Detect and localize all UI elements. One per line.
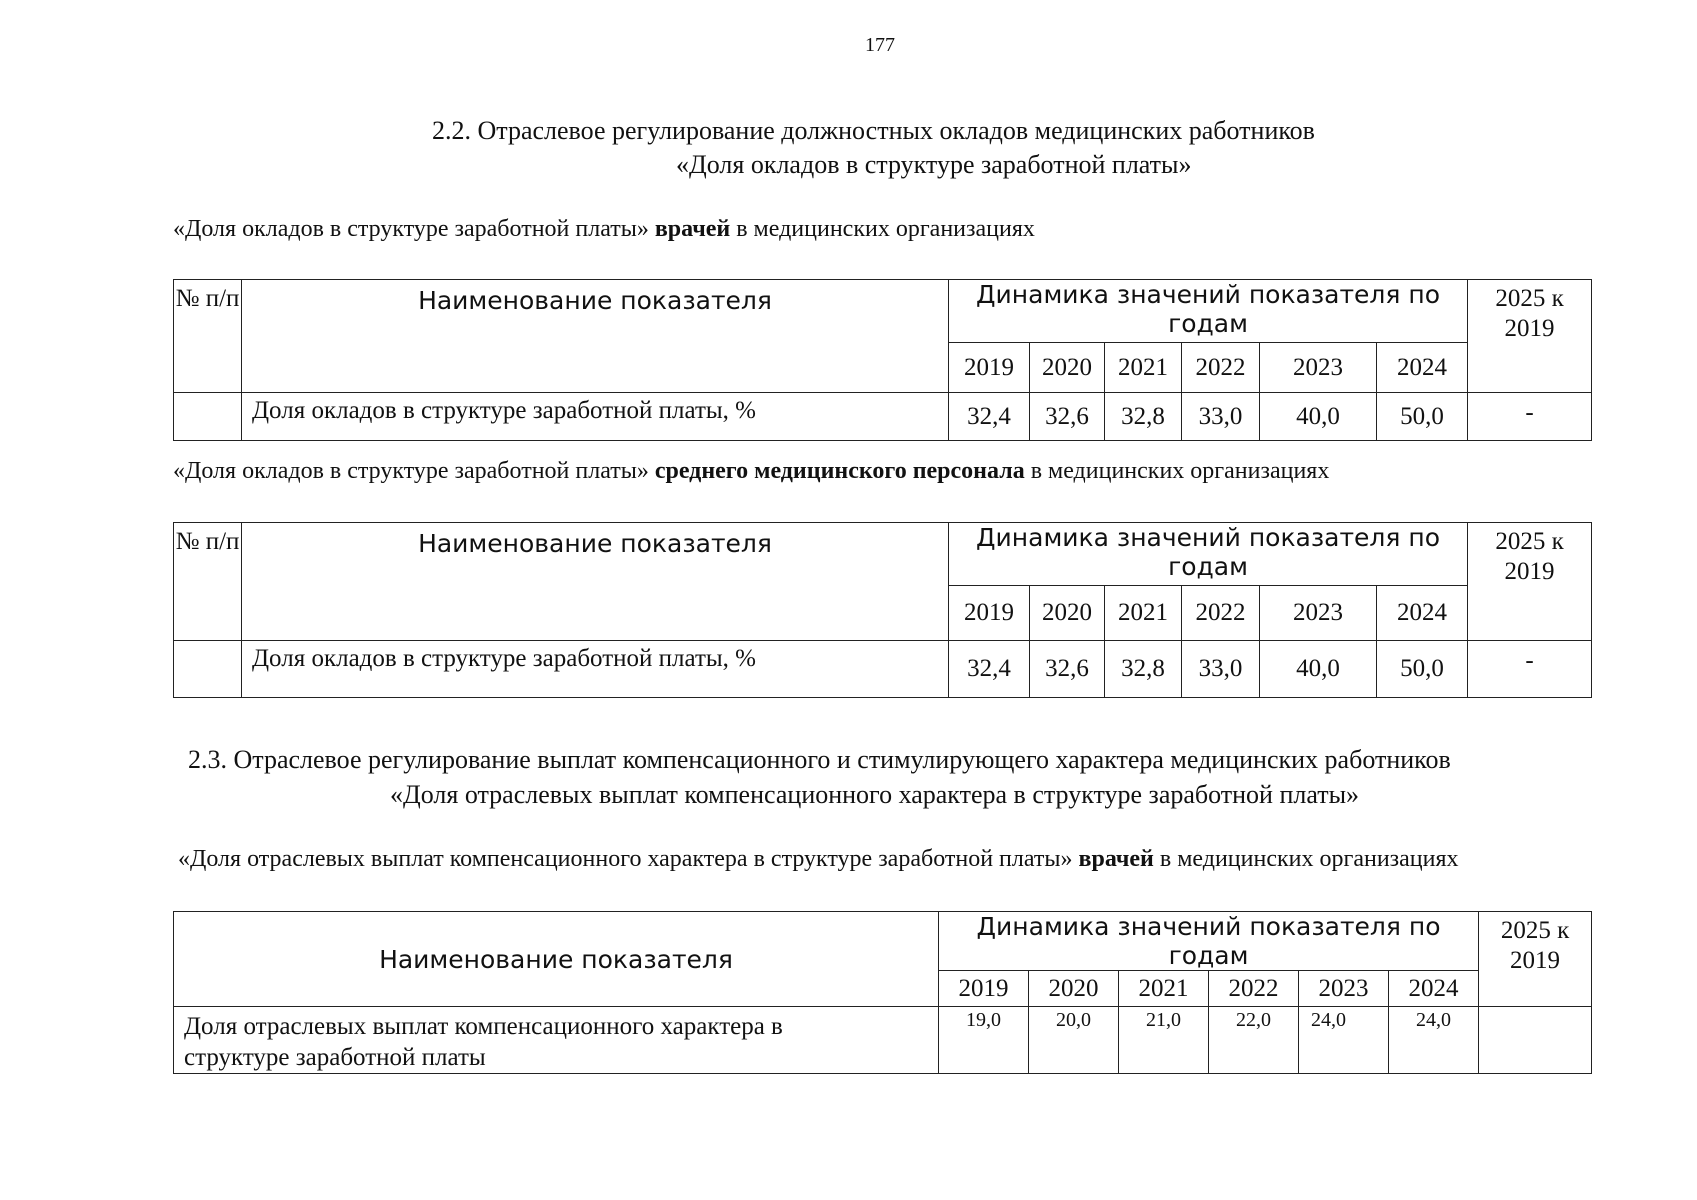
row-value: 24,0	[1299, 1007, 1389, 1074]
year-header: 2023	[1299, 971, 1389, 1007]
year-header: 2023	[1260, 343, 1377, 393]
year-header: 2021	[1105, 586, 1182, 641]
section-2-3-subtitle: «Доля отраслевых выплат компенсационного характера в структуре заработной платы»	[390, 780, 1360, 809]
year-header: 2024	[1377, 586, 1468, 641]
row-ratio	[1479, 1007, 1592, 1074]
caption-bold: врачей	[1078, 846, 1154, 872]
row-value: 50,0	[1377, 641, 1468, 698]
year-header: 2022	[1182, 343, 1260, 393]
row-ratio: -	[1468, 393, 1592, 441]
table-compensation-caption	[178, 846, 1459, 873]
col-header-no: № п/п	[174, 523, 242, 641]
row-value: 33,0	[1182, 393, 1260, 441]
caption-text: «Доля окладов в структуре заработной платы»	[173, 216, 649, 242]
row-name: Доля отраслевых выплат компенсационного характера в структуре заработной платы	[174, 1007, 939, 1074]
table-nurses-caption	[173, 458, 1329, 485]
col-header-dynamics: Динамика значений показателя по годам	[939, 912, 1479, 971]
table-row	[174, 641, 1592, 698]
row-value: 19,0	[939, 1007, 1029, 1074]
caption-text: «Доля отраслевых выплат компенсационного характера в структуре заработной платы»	[178, 846, 1073, 872]
col-header-name: Наименование показателя	[242, 523, 949, 641]
year-header: 2021	[1119, 971, 1209, 1007]
row-value: 33,0	[1182, 641, 1260, 698]
table-doctors-salary	[173, 279, 1592, 441]
row-value: 22,0	[1209, 1007, 1299, 1074]
col-header-dynamics: Динамика значений показателя по годам	[949, 280, 1468, 343]
table-compensation	[173, 911, 1592, 1074]
caption-text: «Доля окладов в структуре заработной платы»	[173, 458, 649, 484]
col-header-name: Наименование показателя	[174, 912, 939, 1007]
caption-bold: врачей	[654, 216, 731, 242]
year-header: 2021	[1105, 343, 1182, 393]
caption-bold: среднего медицинского персонала	[654, 458, 1025, 484]
row-value: 32,6	[1030, 641, 1105, 698]
row-name: Доля окладов в структуре заработной платы, %	[242, 641, 949, 698]
year-header: 2019	[949, 586, 1030, 641]
caption-text: в медицинских организациях	[1153, 846, 1459, 872]
table-nurses-salary	[173, 522, 1592, 698]
year-header: 2024	[1377, 343, 1468, 393]
year-header: 2022	[1182, 586, 1260, 641]
row-value: 32,4	[949, 641, 1030, 698]
section-2-2-title: 2.2. Отраслевое регулирование должностных окладов медицинских работников	[432, 116, 1315, 145]
table-row	[174, 393, 1592, 441]
caption-text: в медицинских организациях	[1024, 458, 1330, 484]
table-row	[174, 1007, 1592, 1074]
row-value: 32,6	[1030, 393, 1105, 441]
row-value: 40,0	[1260, 393, 1377, 441]
year-header: 2020	[1030, 343, 1105, 393]
row-value: 40,0	[1260, 641, 1377, 698]
col-header-no: № п/п	[174, 280, 242, 393]
year-header: 2020	[1030, 586, 1105, 641]
year-header: 2022	[1209, 971, 1299, 1007]
col-header-dynamics: Динамика значений показателя по годам	[949, 523, 1468, 586]
col-header-ratio: 2025 к 2019	[1479, 912, 1592, 1007]
col-header-ratio: 2025 к 2019	[1468, 523, 1592, 641]
page-number: 177	[865, 34, 895, 56]
row-value: 32,8	[1105, 641, 1182, 698]
year-header: 2019	[939, 971, 1029, 1007]
year-header: 2024	[1389, 971, 1479, 1007]
section-2-3-title: 2.3. Отраслевое регулирование выплат компенсационного и стимулирующего характера медицинских работников	[188, 745, 1451, 774]
row-value: 32,8	[1105, 393, 1182, 441]
year-header: 2019	[949, 343, 1030, 393]
table-doctors-caption	[173, 216, 1035, 243]
year-header: 2020	[1029, 971, 1119, 1007]
col-header-ratio: 2025 к 2019	[1468, 280, 1592, 393]
caption-text: в медицинских организациях	[730, 216, 1035, 242]
row-value: 21,0	[1119, 1007, 1209, 1074]
year-header: 2023	[1260, 586, 1377, 641]
row-no	[174, 393, 242, 441]
row-value: 32,4	[949, 393, 1030, 441]
row-value: 20,0	[1029, 1007, 1119, 1074]
section-2-2-subtitle: «Доля окладов в структуре заработной платы»	[676, 150, 1192, 179]
row-value: 24,0	[1389, 1007, 1479, 1074]
col-header-name: Наименование показателя	[242, 280, 949, 393]
row-ratio: -	[1468, 641, 1592, 698]
row-no	[174, 641, 242, 698]
row-name: Доля окладов в структуре заработной платы, %	[242, 393, 949, 441]
row-value: 50,0	[1377, 393, 1468, 441]
